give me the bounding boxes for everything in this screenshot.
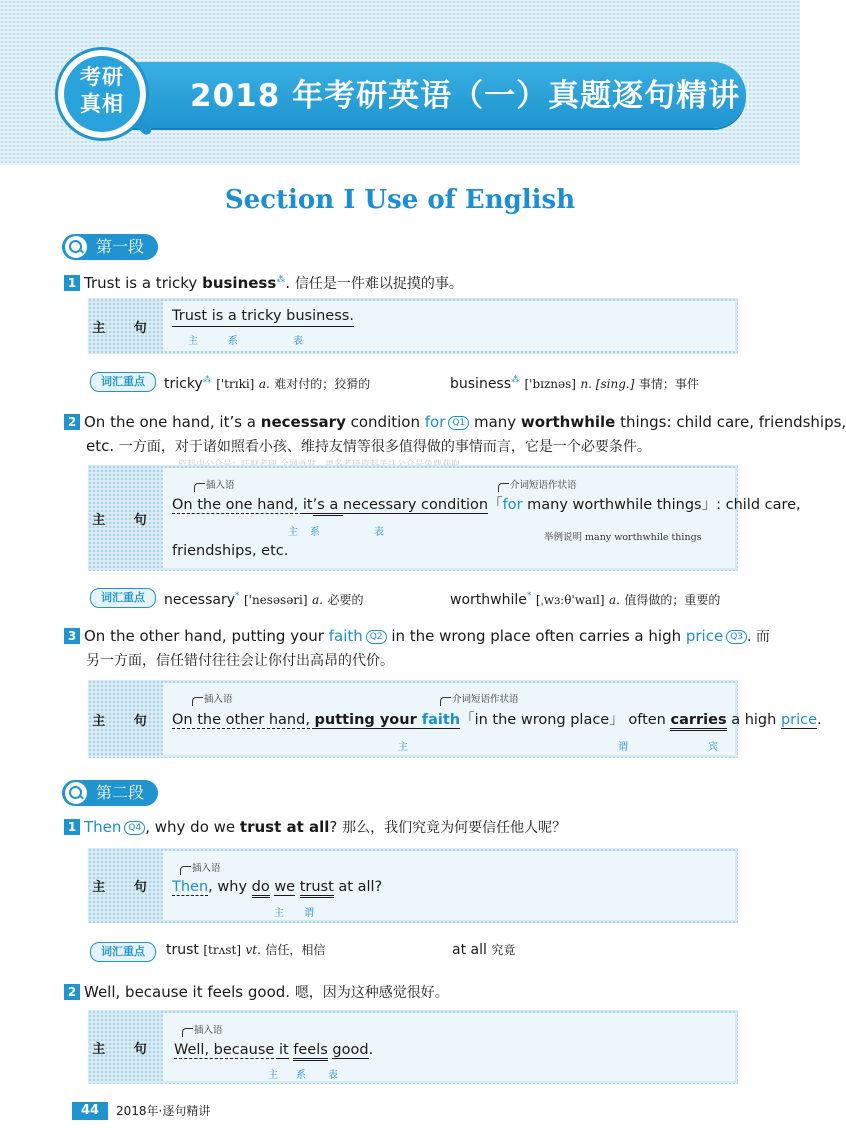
analysis-text: at all?	[333, 879, 383, 895]
annotation-adverbial: 介词短语作状语	[452, 694, 519, 705]
annotation-insert: 插入语	[192, 863, 221, 874]
analysis-box-2-1	[88, 848, 738, 923]
vocab-phonetic: ['trɪki]	[216, 377, 255, 391]
keyword-then: Then	[172, 879, 209, 895]
analysis-subject: it	[278, 1042, 289, 1058]
keyword-price: price	[780, 712, 818, 728]
role-predicate: 谓	[618, 742, 628, 753]
analysis-text: , why	[208, 879, 252, 895]
vocab-tag: 词汇重点	[90, 942, 156, 962]
analysis-insert-phrase: On the one hand,	[172, 497, 303, 513]
analysis-box-1-1	[88, 298, 738, 354]
analysis-auxiliary: do	[252, 879, 270, 898]
vocab-phonetic: ['nesəsəri]	[243, 593, 308, 607]
role-predicative: 表	[293, 336, 303, 347]
analysis-subject: it	[302, 497, 313, 513]
role-subject: 主	[274, 908, 284, 919]
analysis-row	[174, 1040, 373, 1060]
keyword-business: business	[202, 274, 277, 292]
sentence-translation: 那么，我们究竟为何要信任他人呢？	[342, 820, 567, 836]
annotation-arrow-icon	[440, 697, 451, 706]
analysis-box-1-3	[88, 680, 822, 758]
analysis-insert-phrase: Well, because	[174, 1042, 279, 1058]
footer-text: 2018年·逐句精讲	[116, 1104, 211, 1118]
analysis-adverbial: 「in the wrong place」	[460, 712, 624, 728]
sentence-2-2	[64, 980, 449, 1005]
analysis-link: ’s a	[313, 497, 343, 516]
analysis-label: 主 句	[92, 1041, 159, 1057]
keyword-for: for	[424, 413, 446, 431]
role-link: 系	[228, 336, 238, 347]
keyword-trust: trust	[239, 818, 282, 836]
annotation-arrow-icon	[194, 483, 205, 492]
analysis-predicative: necessary condition	[342, 497, 489, 513]
role-subject: 主	[398, 742, 408, 753]
annotation-arrow-icon	[192, 697, 203, 706]
role-link: 系	[310, 527, 320, 538]
sentence-number: 2	[64, 414, 80, 430]
section-title: Section Ⅰ Use of English	[224, 185, 576, 215]
role-subject: 主	[268, 1070, 278, 1081]
analysis-text: many worthwhile things」: child care,	[522, 497, 801, 513]
analysis-row-1	[172, 495, 801, 515]
sentence-text: things: child care, friendships,	[615, 413, 846, 431]
keyword-price: price	[685, 627, 724, 645]
sentence-text: ?	[329, 818, 343, 836]
vocab-tag: 词汇重点	[90, 372, 156, 392]
vocab-definition: 必要的	[327, 593, 364, 607]
star-mark-icon: ⁂	[202, 375, 212, 385]
sentence-number: 1	[64, 819, 80, 835]
annotation-insert: 插入语	[194, 1025, 223, 1036]
annotation-arrow-icon	[498, 483, 509, 492]
sentence-1-2-line1	[64, 410, 846, 434]
sentence-text: condition	[345, 413, 425, 431]
sentence-text: etc.	[86, 437, 119, 455]
question-tag-q1: Q1	[448, 416, 469, 430]
analysis-row	[172, 710, 822, 730]
paragraph-badge-1	[62, 234, 158, 260]
analysis-text: .	[368, 1042, 374, 1058]
question-tag-q2: Q2	[366, 630, 387, 644]
annotation-insert: 插入语	[204, 694, 233, 705]
sentence-text: On the other hand, putting your	[84, 627, 329, 645]
sentence-number: 1	[64, 275, 80, 291]
sentence-1-3-line2	[86, 648, 394, 673]
vocab-entry-trust	[166, 940, 325, 960]
analysis-predicative: good	[332, 1042, 369, 1058]
sentence-2-1	[64, 815, 566, 840]
sentence-text: , why do we	[145, 818, 240, 836]
analysis-label: 主 句	[92, 512, 159, 528]
analysis-box-1-2	[88, 465, 801, 571]
annotation-example: 举例说明 many worthwhile things	[544, 532, 702, 543]
question-tag-q3: Q3	[726, 630, 747, 644]
analysis-label: 主 句	[92, 713, 159, 729]
vocab-definition: 究竟	[491, 943, 516, 957]
keyword-worthwhile: worthwhile	[520, 413, 616, 431]
vocab-pos: a.	[258, 377, 270, 391]
vocab-entry-business	[450, 370, 699, 394]
analysis-link: feels	[293, 1042, 328, 1061]
analysis-subject: putting your	[314, 712, 422, 728]
analysis-label: 主 句	[92, 320, 159, 336]
vocab-pos: a.	[312, 593, 323, 607]
sentence-text: many	[469, 413, 521, 431]
sentence-1-2-line2	[86, 434, 651, 459]
star-mark-icon: *	[526, 591, 532, 601]
sentence-translation: 一方面，对于诸如照看小孩、维持友情等很多值得做的事情而言，它是一个必要条件。	[118, 439, 651, 455]
star-mark-icon: ⁂	[276, 275, 286, 285]
paragraph-badge-label: 第一段	[96, 237, 145, 256]
magnifier-icon	[65, 782, 87, 804]
sentence-text: Trust is a tricky	[84, 274, 203, 292]
page-title: 2018 年考研英语（一）真题逐句精讲	[190, 78, 741, 114]
sentence-translation: 嗯，因为这种感觉很好。	[294, 985, 449, 1001]
vocab-word: trust	[166, 942, 199, 958]
vocab-tag: 词汇重点	[90, 588, 156, 608]
sentence-text: .	[285, 274, 295, 292]
sentence-translation: 信任是一件难以捉摸的事。	[294, 276, 463, 292]
vocab-word: business	[450, 376, 512, 392]
sentence-translation: 另一方面，信任错付往往会让你付出高昂的代价。	[86, 653, 394, 669]
keyword-faith: faith	[328, 627, 363, 645]
analysis-predicate: carries	[670, 712, 726, 731]
annotation-arrow-icon	[180, 866, 191, 875]
vocab-word: tricky	[164, 376, 203, 392]
annotation-insert: 插入语	[206, 480, 235, 491]
star-mark-icon: *	[235, 591, 240, 601]
vocab-phonetic: [trʌst]	[203, 943, 242, 957]
vocab-definition: 值得做的；重要的	[624, 593, 721, 607]
sentence-text: On the one hand, it’s a	[84, 413, 261, 431]
sentence-number: 3	[64, 628, 80, 644]
vocab-word: necessary	[164, 592, 236, 608]
vocab-word: worthwhile	[450, 592, 527, 608]
role-predicative: 表	[328, 1070, 338, 1081]
vocab-phonetic: [ˌwɜːθ'waɪl]	[535, 593, 605, 607]
analysis-predicate: trust	[300, 879, 334, 898]
annotation-arrow-icon	[182, 1028, 193, 1037]
magnifier-icon	[65, 236, 87, 258]
role-link: 系	[296, 1070, 306, 1081]
keyword-then: Then	[84, 818, 122, 836]
sentence-number: 2	[64, 984, 80, 1000]
vocab-word: at all	[452, 942, 487, 958]
vocab-entry-at-all	[452, 940, 515, 960]
analysis-text: a high	[726, 712, 781, 728]
paragraph-badge-2	[62, 780, 158, 806]
star-mark-icon: ⁂	[511, 375, 521, 385]
sentence-text: Well, because it feels good.	[84, 983, 295, 1001]
role-object: 宾	[708, 742, 718, 753]
analysis-insert-phrase: On the other hand,	[172, 712, 315, 728]
analysis-row	[172, 877, 382, 897]
analysis-sentence: Trust is a tricky business.	[172, 306, 354, 327]
analysis-text: .	[817, 712, 822, 728]
sentence-text: . 而	[747, 629, 770, 645]
bracket: 「	[488, 497, 503, 513]
vocab-entry-necessary	[164, 586, 363, 610]
sentence-1-1	[64, 268, 463, 296]
vocab-pos: n. [sing.]	[580, 377, 635, 391]
analysis-text: often	[623, 712, 671, 728]
page-number: 44	[72, 1102, 108, 1120]
vocab-definition: 信任，相信	[265, 943, 326, 957]
analysis-label: 主 句	[92, 880, 159, 895]
vocab-pos: a.	[608, 593, 620, 607]
vocab-entry-worthwhile	[450, 586, 720, 610]
role-predicative: 表	[374, 527, 384, 538]
role-subject: 主	[188, 336, 198, 347]
keyword-necessary: necessary	[260, 413, 346, 431]
analysis-row-2: friendships, etc.	[172, 543, 289, 559]
analysis-box-2-2	[88, 1010, 738, 1084]
annotation-adverbial: 介词短语作状语	[510, 480, 577, 491]
vocab-definition: 事情；事件	[638, 377, 699, 391]
analysis-subject: we	[274, 879, 296, 895]
sentence-1-3-line1	[64, 624, 770, 649]
vocab-phonetic: ['bɪznəs]	[524, 377, 576, 391]
question-tag-q4: Q4	[124, 821, 145, 835]
role-predicate: 谓	[304, 908, 314, 919]
vocab-entry-tricky	[164, 370, 370, 394]
vocab-definition: 难对付的；狡猾的	[274, 377, 371, 391]
paragraph-badge-label: 第二段	[96, 783, 145, 802]
logo-text: 考研真相	[80, 65, 124, 116]
keyword-at-all: at all	[281, 818, 330, 836]
keyword-for: for	[502, 497, 523, 513]
vocab-pos: vt.	[245, 943, 261, 957]
sentence-text: in the wrong place often carries a high	[386, 627, 686, 645]
keyword-faith: faith	[421, 712, 461, 728]
role-subject: 主	[288, 527, 298, 538]
